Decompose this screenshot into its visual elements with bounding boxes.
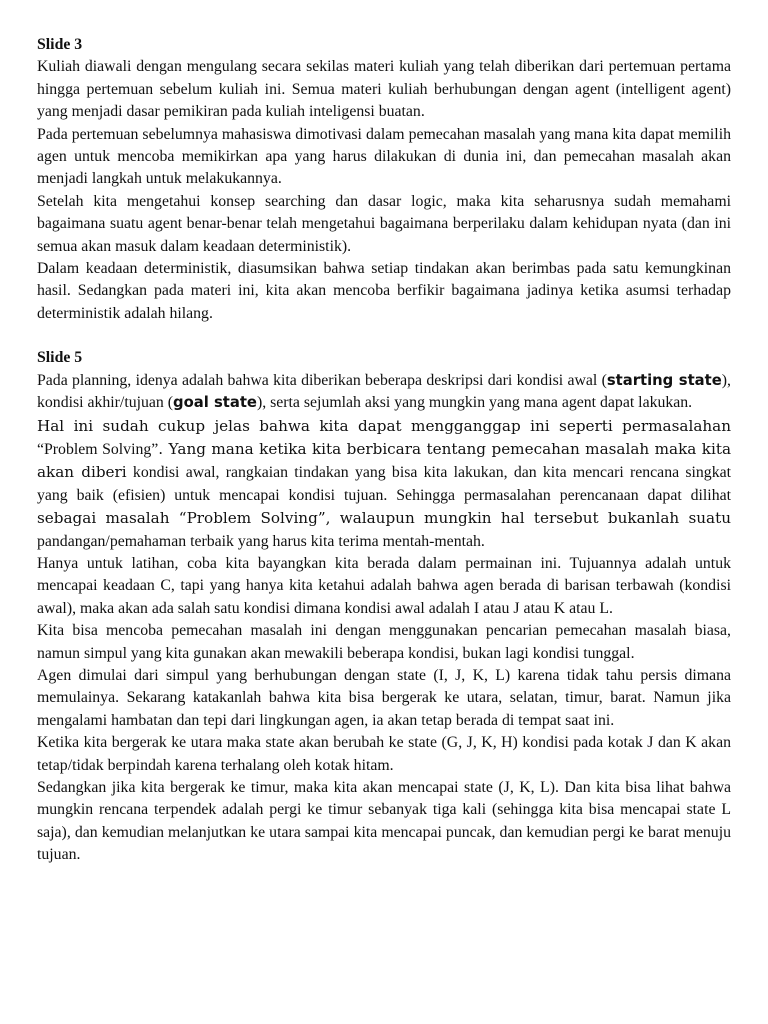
slide-5-paragraph-1 xyxy=(37,370,731,415)
problem-solving-conclusion: pandangan/pemahaman terbaik yang harus kita terima mentah-mentah. xyxy=(37,532,485,550)
problem-solving-explanation: . Yang mana ketika kita berbicara tentang pemecahan masalah maka kita akan diberi xyxy=(37,439,731,482)
document-page xyxy=(37,34,731,867)
section-spacer xyxy=(37,325,731,347)
planning-text: Pada planning, idenya adalah bahwa kita diberikan beberapa deskripsi dari kondisi awal ( xyxy=(37,371,607,389)
slide-3-paragraph-1: Kuliah diawali dengan mengulang secara sekilas materi kuliah yang telah diberikan dari pertemuan pertama hingga pertemuan sebelum kuliah ini. Semua materi kuliah berhubungan dengan agent (intelligent agent) yang menjadi dasar pemikiran pada kuliah inteligensi buatan. xyxy=(37,58,731,121)
slide-3-heading: Slide 3 xyxy=(37,36,83,53)
slide-3-paragraph-2: Pada pertemuan sebelumnya mahasiswa dimotivasi dalam pemecahan masalah yang mana kita dapat memilih agen untuk mencoba memikirkan apa yang harus dilakukan di dunia ini, dan pemecahan masalah akan menjadi langkah untuk melakukannya. xyxy=(37,125,731,188)
slide-3-paragraph-4: Dalam keadaan deterministik, diasumsikan bahwa setiap tindakan akan berimbas pada satu kemungkinan hasil. Sedangkan pada materi ini, kita akan mencoba berfikir bagaimana jadinya ketika asumsi terhadap deterministik adalah hilang. xyxy=(37,260,731,322)
planning-text-cont: ), kondisi akhir/tujuan ( xyxy=(37,371,731,412)
slide-5-paragraph-2 xyxy=(37,415,731,553)
slide-5-paragraph-3: Hanya untuk latihan, coba kita bayangkan kita berada dalam permainan ini. Tujuannya adalah untuk mencapai keadaan C, tapi yang hanya kita ketahui adalah bahwa agen berada di barisan terbawah (kondisi awal), maka akan ada salah satu kondisi dimana kondisi awal adalah I atau J atau K atau L. xyxy=(37,554,731,617)
slide-5-paragraph-7: Sedangkan jika kita bergerak ke timur, maka kita akan mencapai state (J, K, L). Dan kita bisa lihat bahwa mungkin rencana terpendek adalah pergi ke timur sebanyak tiga kali (sehingga kita bisa mencapai state L saja), dan kemudian melanjutkan ke utara sampai kita mencapai puncak, dan kemudian pergi ke barat menuju tujuan. xyxy=(37,779,731,864)
problem-solving-details: kondisi awal, rangkaian tindakan yang bisa kita lakukan, dan kita mencari rencana singkat yang baik (efisien) untuk mencapai kondisi tujuan. Sehingga permasalahan perencanaan dapat dilihat xyxy=(37,464,732,504)
slide-3-paragraph-3: Setelah kita mengetahui konsep searching dan dasar logic, maka kita seharusnya sudah memahami bagaimana suatu agent benar-benar telah mengetahui bagaimana berperilaku dalam kehidupan nyata (dan ini semua akan masuk dalam keadaan deterministik). xyxy=(37,192,731,255)
problem-solving-quote: “Problem Solving” xyxy=(37,440,159,458)
slide-5-paragraph-6: Ketika kita bergerak ke utara maka state akan berubah ke state (G, J, K, H) kondisi pada kotak J dan K akan tetap/tidak berpindah karena terhalang oleh kotak hitam. xyxy=(37,734,731,774)
starting-state-term: starting state xyxy=(606,371,722,389)
slide-5-paragraph-5: Agen dimulai dari simpul yang berhubungan dengan state (I, J, K, L) karena tidak tahu persis dimana memulainya. Sekarang katakanlah bahwa kita bisa bergerak ke utara, selatan, timur, barat. Namun jika mengalami hambatan dan tepi dari lingkungan agen, ia akan tetap berada di tempat saat ini. xyxy=(37,666,731,729)
goal-state-term: goal state xyxy=(173,394,257,412)
problem-solving-intro: Hal ini sudah cukup jelas bahwa kita dapat mengganggap ini seperti permasalahan xyxy=(37,416,731,435)
planning-text-end: ), serta sejumlah aksi yang mungkin yang mana agent dapat lakukan. xyxy=(256,394,693,412)
problem-solving-view: sebagai masalah “Problem Solving”, walaupun mungkin hal tersebut bukanlah suatu xyxy=(37,509,731,528)
slide-5-paragraph-4: Kita bisa mencoba pemecahan masalah ini dengan menggunakan pencarian pemecahan masalah biasa, namun simpul yang kita gunakan akan mewakili beberapa kondisi, bukan lagi kondisi tunggal. xyxy=(37,622,731,662)
slide-5-heading: Slide 5 xyxy=(37,349,83,367)
